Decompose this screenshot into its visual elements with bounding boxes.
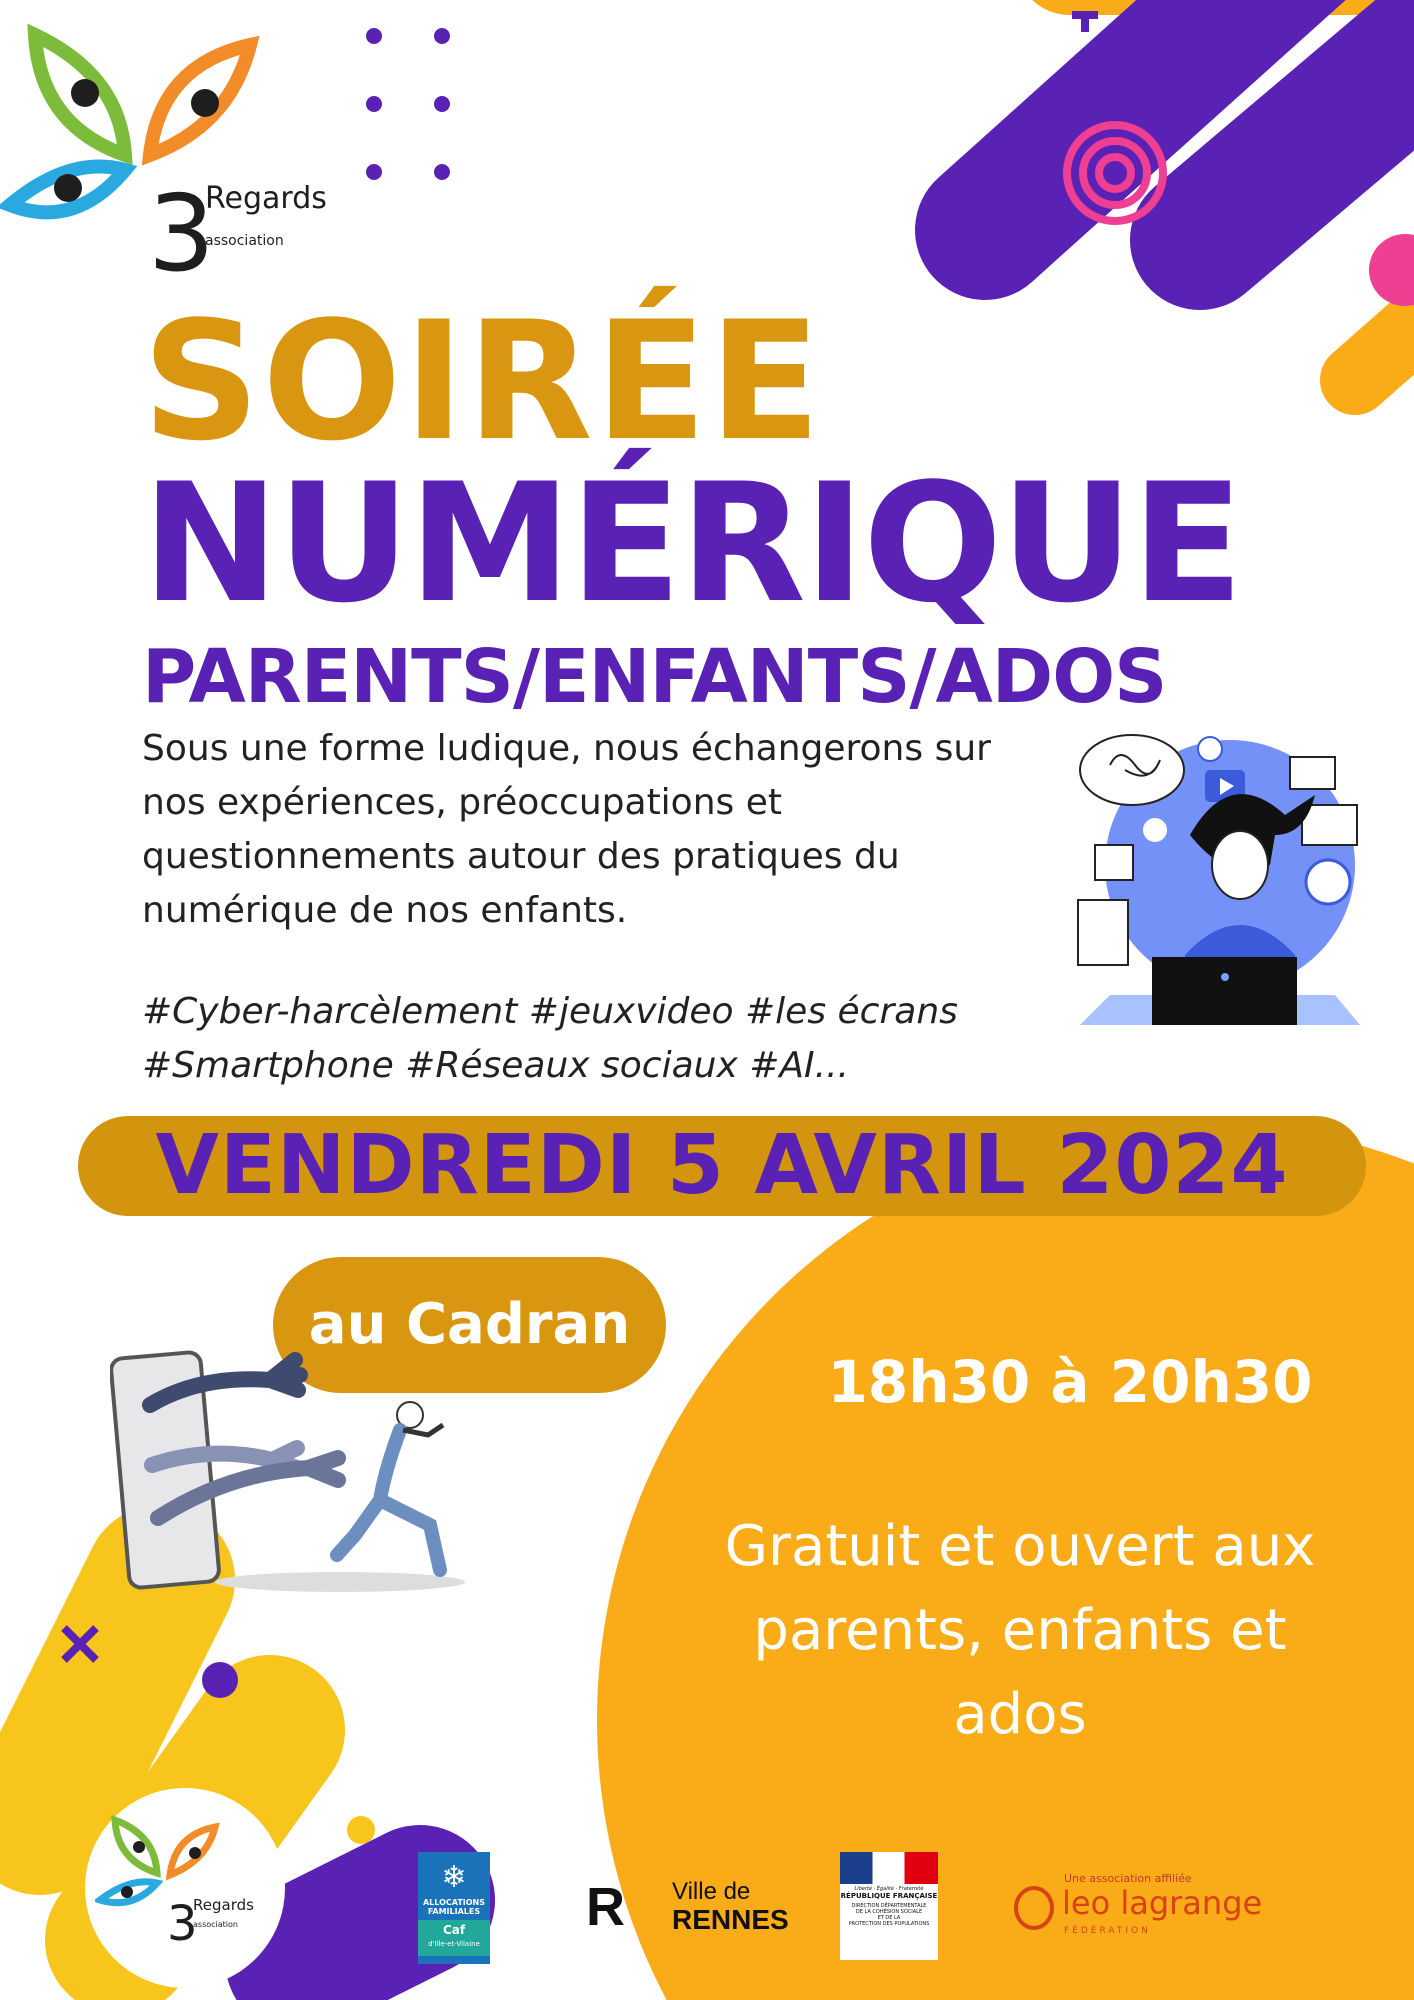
title-line-1: SOIRÉE bbox=[142, 286, 823, 477]
description bbox=[142, 722, 1082, 938]
heart-icon bbox=[1198, 737, 1222, 761]
svg-text:Regards: Regards bbox=[193, 1896, 254, 1914]
image-icon bbox=[1095, 845, 1133, 880]
access-line: Gratuit et ouvert aux bbox=[724, 1514, 1316, 1579]
leo-lagrange-logo bbox=[1012, 1872, 1272, 1942]
eye-icon bbox=[35, 35, 125, 155]
title-line-2: NUMÉRIQUE bbox=[142, 448, 1242, 639]
leo-emblem-icon bbox=[1014, 1886, 1054, 1930]
leo-sub: FÉDÉRATION bbox=[1064, 1926, 1151, 1936]
globe-icon bbox=[1306, 860, 1350, 904]
rennes-logo bbox=[586, 1877, 789, 1938]
eye-icon bbox=[150, 45, 250, 155]
rennes-line: Ville de bbox=[672, 1878, 751, 1905]
event-time: 18h30 à 20h30 bbox=[827, 1348, 1313, 1416]
event-place: au Cadran bbox=[273, 1257, 666, 1393]
dot-grid bbox=[366, 28, 450, 180]
mail-icon bbox=[1290, 757, 1335, 789]
association-logo-small bbox=[95, 1815, 275, 1955]
rennes-r-icon: R bbox=[586, 1877, 625, 1937]
laptop-icon bbox=[1152, 957, 1297, 1025]
access-info bbox=[680, 1505, 1360, 1757]
caf-logo bbox=[418, 1852, 490, 1964]
republique-dept: PROTECTION DES POPULATIONS bbox=[848, 1921, 930, 1927]
purple-band-bottom bbox=[300, 1900, 420, 1960]
title-line-3: PARENTS/ENFANTS/ADOS bbox=[142, 634, 1167, 720]
mail-icon bbox=[1302, 805, 1357, 845]
rennes-line: RENNES bbox=[672, 1904, 789, 1935]
svg-text:3: 3 bbox=[167, 1896, 198, 1952]
republique-logo bbox=[840, 1852, 938, 1960]
eye-icon bbox=[10, 167, 125, 213]
speech-bubble-icon bbox=[1080, 735, 1184, 805]
caf-line: d'Ille-et-Vilaine bbox=[428, 1940, 480, 1948]
leo-tagline: Une association affiliée bbox=[1064, 1872, 1192, 1885]
chart-icon bbox=[1078, 900, 1128, 965]
description-line: nos expériences, préoccupations et bbox=[142, 782, 782, 823]
access-line: parents, enfants et bbox=[753, 1598, 1287, 1663]
logo-number: 3 bbox=[148, 173, 215, 285]
republique-name: RÉPUBLIQUE FRANÇAISE bbox=[840, 1892, 938, 1900]
republique-dept: DIRECTION DÉPARTEMENTALE bbox=[851, 1903, 927, 1909]
phone-chase-illustration bbox=[110, 1350, 470, 1600]
hashtag-line: #Smartphone #Réseaux sociaux #AI... bbox=[142, 1045, 849, 1086]
caf-line: Caf bbox=[442, 1923, 466, 1937]
description-line: numérique de nos enfants. bbox=[142, 890, 628, 931]
hashtags bbox=[142, 985, 958, 1093]
logo-name: Regards bbox=[205, 181, 327, 216]
pink-dot bbox=[1369, 234, 1414, 306]
marianne-icon bbox=[840, 1852, 938, 1884]
digital-overload-illustration bbox=[1070, 725, 1370, 1025]
republique-dept: DE LA COHÉSION SOCIALE bbox=[855, 1909, 923, 1915]
yellow-dot bbox=[123, 1650, 153, 1680]
republique-motto: Liberté · Égalité · Fraternité bbox=[854, 1886, 924, 1892]
caf-line: FAMILIALES bbox=[427, 1907, 481, 1916]
caf-line: ALLOCATIONS bbox=[422, 1898, 486, 1907]
association-logo bbox=[0, 15, 340, 285]
share-icon bbox=[1143, 818, 1167, 842]
republique-dept: ET DE LA bbox=[877, 1915, 901, 1921]
description-line: Sous une forme ludique, nous échangerons sur bbox=[142, 728, 991, 769]
caf-emblem-icon: ❄ bbox=[441, 1860, 467, 1895]
plus-icon bbox=[1072, 15, 1098, 32]
description-line: questionnements autour des pratiques du bbox=[142, 836, 900, 877]
event-date: VENDREDI 5 AVRIL 2024 bbox=[155, 1118, 1289, 1213]
logo-subtitle: association bbox=[205, 233, 284, 249]
yellow-dot-2 bbox=[347, 1816, 375, 1844]
access-line: ados bbox=[953, 1682, 1087, 1747]
svg-text:association: association bbox=[193, 1920, 238, 1929]
hashtag-line: #Cyber-harcèlement #jeuxvideo #les écrans bbox=[142, 991, 958, 1032]
leo-name: leo lagrange bbox=[1062, 1884, 1263, 1922]
purple-dot bbox=[202, 1662, 238, 1698]
